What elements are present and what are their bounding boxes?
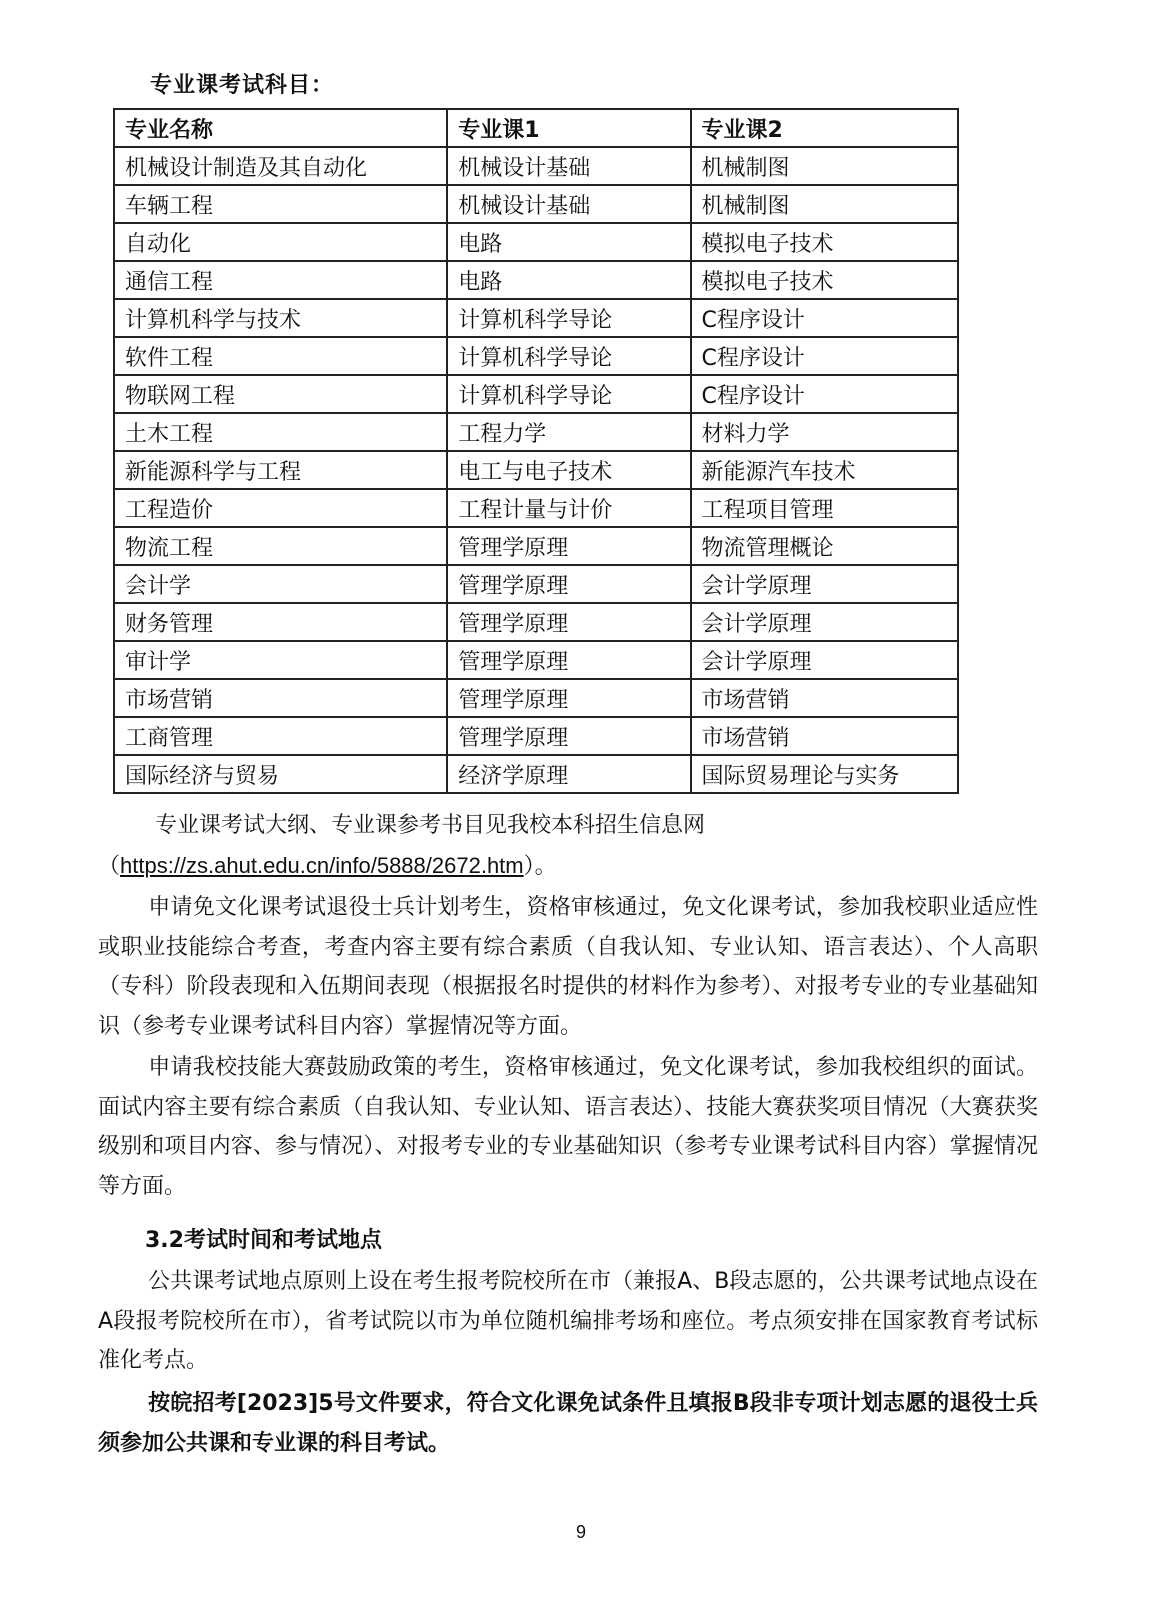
cell-major: 审计学 bbox=[114, 641, 447, 679]
cell-major: 工程造价 bbox=[114, 489, 447, 527]
cell-course2: C程序设计 bbox=[691, 299, 958, 337]
table-row bbox=[114, 565, 958, 603]
cell-course2: 模拟电子技术 bbox=[691, 261, 958, 299]
cell-course1: 工程力学 bbox=[447, 413, 690, 451]
cell-course1: 计算机科学导论 bbox=[447, 299, 690, 337]
cell-course1: 计算机科学导论 bbox=[447, 375, 690, 413]
table-row bbox=[114, 603, 958, 641]
cell-course1: 电路 bbox=[447, 223, 690, 261]
cell-major: 新能源科学与工程 bbox=[114, 451, 447, 489]
cell-major: 国际经济与贸易 bbox=[114, 755, 447, 793]
paragraph-skill-competition bbox=[98, 1048, 1038, 1206]
cell-course2: 材料力学 bbox=[691, 413, 958, 451]
table-row bbox=[114, 641, 958, 679]
cell-major: 市场营销 bbox=[114, 679, 447, 717]
cell-major: 计算机科学与技术 bbox=[114, 299, 447, 337]
table-row bbox=[114, 451, 958, 489]
cell-course2: 新能源汽车技术 bbox=[691, 451, 958, 489]
table-row bbox=[114, 299, 958, 337]
cell-course1: 管理学原理 bbox=[447, 603, 690, 641]
syllabus-url-line bbox=[98, 848, 1038, 885]
cell-course2: 机械制图 bbox=[691, 185, 958, 223]
cell-course2: 工程项目管理 bbox=[691, 489, 958, 527]
cell-course2: C程序设计 bbox=[691, 375, 958, 413]
cell-course2: 市场营销 bbox=[691, 679, 958, 717]
cell-major: 软件工程 bbox=[114, 337, 447, 375]
cell-course1: 工程计量与计价 bbox=[447, 489, 690, 527]
table-row bbox=[114, 527, 958, 565]
subjects-table bbox=[113, 108, 959, 794]
cell-course1: 管理学原理 bbox=[447, 717, 690, 755]
cell-major: 自动化 bbox=[114, 223, 447, 261]
cell-course1: 机械设计基础 bbox=[447, 147, 690, 185]
table-row bbox=[114, 375, 958, 413]
cell-course2: C程序设计 bbox=[691, 337, 958, 375]
cell-course1: 管理学原理 bbox=[447, 565, 690, 603]
cell-major: 财务管理 bbox=[114, 603, 447, 641]
cell-course2: 会计学原理 bbox=[691, 565, 958, 603]
paragraph-exempt-veterans bbox=[98, 888, 1038, 1046]
cell-major: 物联网工程 bbox=[114, 375, 447, 413]
header-major: 专业名称 bbox=[114, 109, 447, 147]
paragraph-public-exam bbox=[98, 1262, 1038, 1381]
cell-course1: 机械设计基础 bbox=[447, 185, 690, 223]
admission-url-link[interactable]: https://zs.ahut.edu.cn/info/5888/2672.htm bbox=[120, 853, 524, 878]
cell-major: 工商管理 bbox=[114, 717, 447, 755]
table-row bbox=[114, 261, 958, 299]
table-row bbox=[114, 717, 958, 755]
cell-course1: 管理学原理 bbox=[447, 527, 690, 565]
cell-course2: 市场营销 bbox=[691, 717, 958, 755]
paragraph-skill-text: 申请我校技能大赛鼓励政策的考生，资格审核通过，免文化课考试，参加我校组织的面试。面试内容主要有综合素质（自我认知、专业认知、语言表达）、技能大赛获奖项目情况（大赛获奖级别和项目内容、参与情况）、对报考专业的专业基础知识（参考专业课考试科目内容）掌握情况等方面。 bbox=[98, 1055, 1038, 1199]
table-row bbox=[114, 185, 958, 223]
table-row bbox=[114, 147, 958, 185]
cell-course2: 会计学原理 bbox=[691, 603, 958, 641]
cell-course1: 经济学原理 bbox=[447, 755, 690, 793]
table-row bbox=[114, 413, 958, 451]
cell-major: 土木工程 bbox=[114, 413, 447, 451]
cell-major: 机械设计制造及其自动化 bbox=[114, 147, 447, 185]
cell-major: 会计学 bbox=[114, 565, 447, 603]
table-row bbox=[114, 755, 958, 793]
cell-major: 物流工程 bbox=[114, 527, 447, 565]
table-row bbox=[114, 679, 958, 717]
table-header-row bbox=[114, 109, 958, 147]
open-paren: （ bbox=[98, 854, 121, 879]
cell-course2: 会计学原理 bbox=[691, 641, 958, 679]
paragraph-public-text: 公共课考试地点原则上设在考生报考院校所在市（兼报A、B段志愿的，公共课考试地点设在A段报考院校所在市），省考试院以市为单位随机编排考场和座位。考点须安排在国家教育考试标准化考点。 bbox=[98, 1269, 1038, 1373]
cell-course1: 电工与电子技术 bbox=[447, 451, 690, 489]
cell-major: 通信工程 bbox=[114, 261, 447, 299]
cell-course2: 模拟电子技术 bbox=[691, 223, 958, 261]
table-row bbox=[114, 337, 958, 375]
section-heading-exam-time: 3.2考试时间和考试地点 bbox=[145, 1228, 382, 1253]
cell-course2: 国际贸易理论与实务 bbox=[691, 755, 958, 793]
close-paren: ）。 bbox=[523, 854, 557, 879]
page-number: 9 bbox=[575, 1522, 586, 1542]
syllabus-note: 专业课考试大纲、专业课参考书目见我校本科招生信息网 bbox=[155, 813, 706, 838]
table-row bbox=[114, 223, 958, 261]
table-row bbox=[114, 489, 958, 527]
cell-course1: 管理学原理 bbox=[447, 641, 690, 679]
cell-major: 车辆工程 bbox=[114, 185, 447, 223]
cell-course1: 计算机科学导论 bbox=[447, 337, 690, 375]
table-body bbox=[114, 147, 958, 793]
cell-course1: 管理学原理 bbox=[447, 679, 690, 717]
cell-course2: 机械制图 bbox=[691, 147, 958, 185]
section-title: 专业课考试科目： bbox=[150, 73, 335, 98]
header-course2: 专业课2 bbox=[691, 109, 958, 147]
paragraph-bold-requirement bbox=[98, 1384, 1038, 1463]
cell-course1: 电路 bbox=[447, 261, 690, 299]
cell-course2: 物流管理概论 bbox=[691, 527, 958, 565]
header-course1: 专业课1 bbox=[447, 109, 690, 147]
paragraph-bold-text: 按皖招考[2023]5号文件要求，符合文化课免试条件且填报B段非专项计划志愿的退役士兵须参加公共课和专业课的科目考试。 bbox=[98, 1391, 1038, 1456]
paragraph-exempt-text: 申请免文化课考试退役士兵计划考生，资格审核通过，免文化课考试，参加我校职业适应性或职业技能综合考查，考查内容主要有综合素质（自我认知、专业认知、语言表达）、个人高职（专科）阶段表现和入伍期间表现（根据报名时提供的材料作为参考）、对报考专业的专业基础知识（参考专业课考试科目内容）掌握情况等方面。 bbox=[98, 895, 1038, 1039]
